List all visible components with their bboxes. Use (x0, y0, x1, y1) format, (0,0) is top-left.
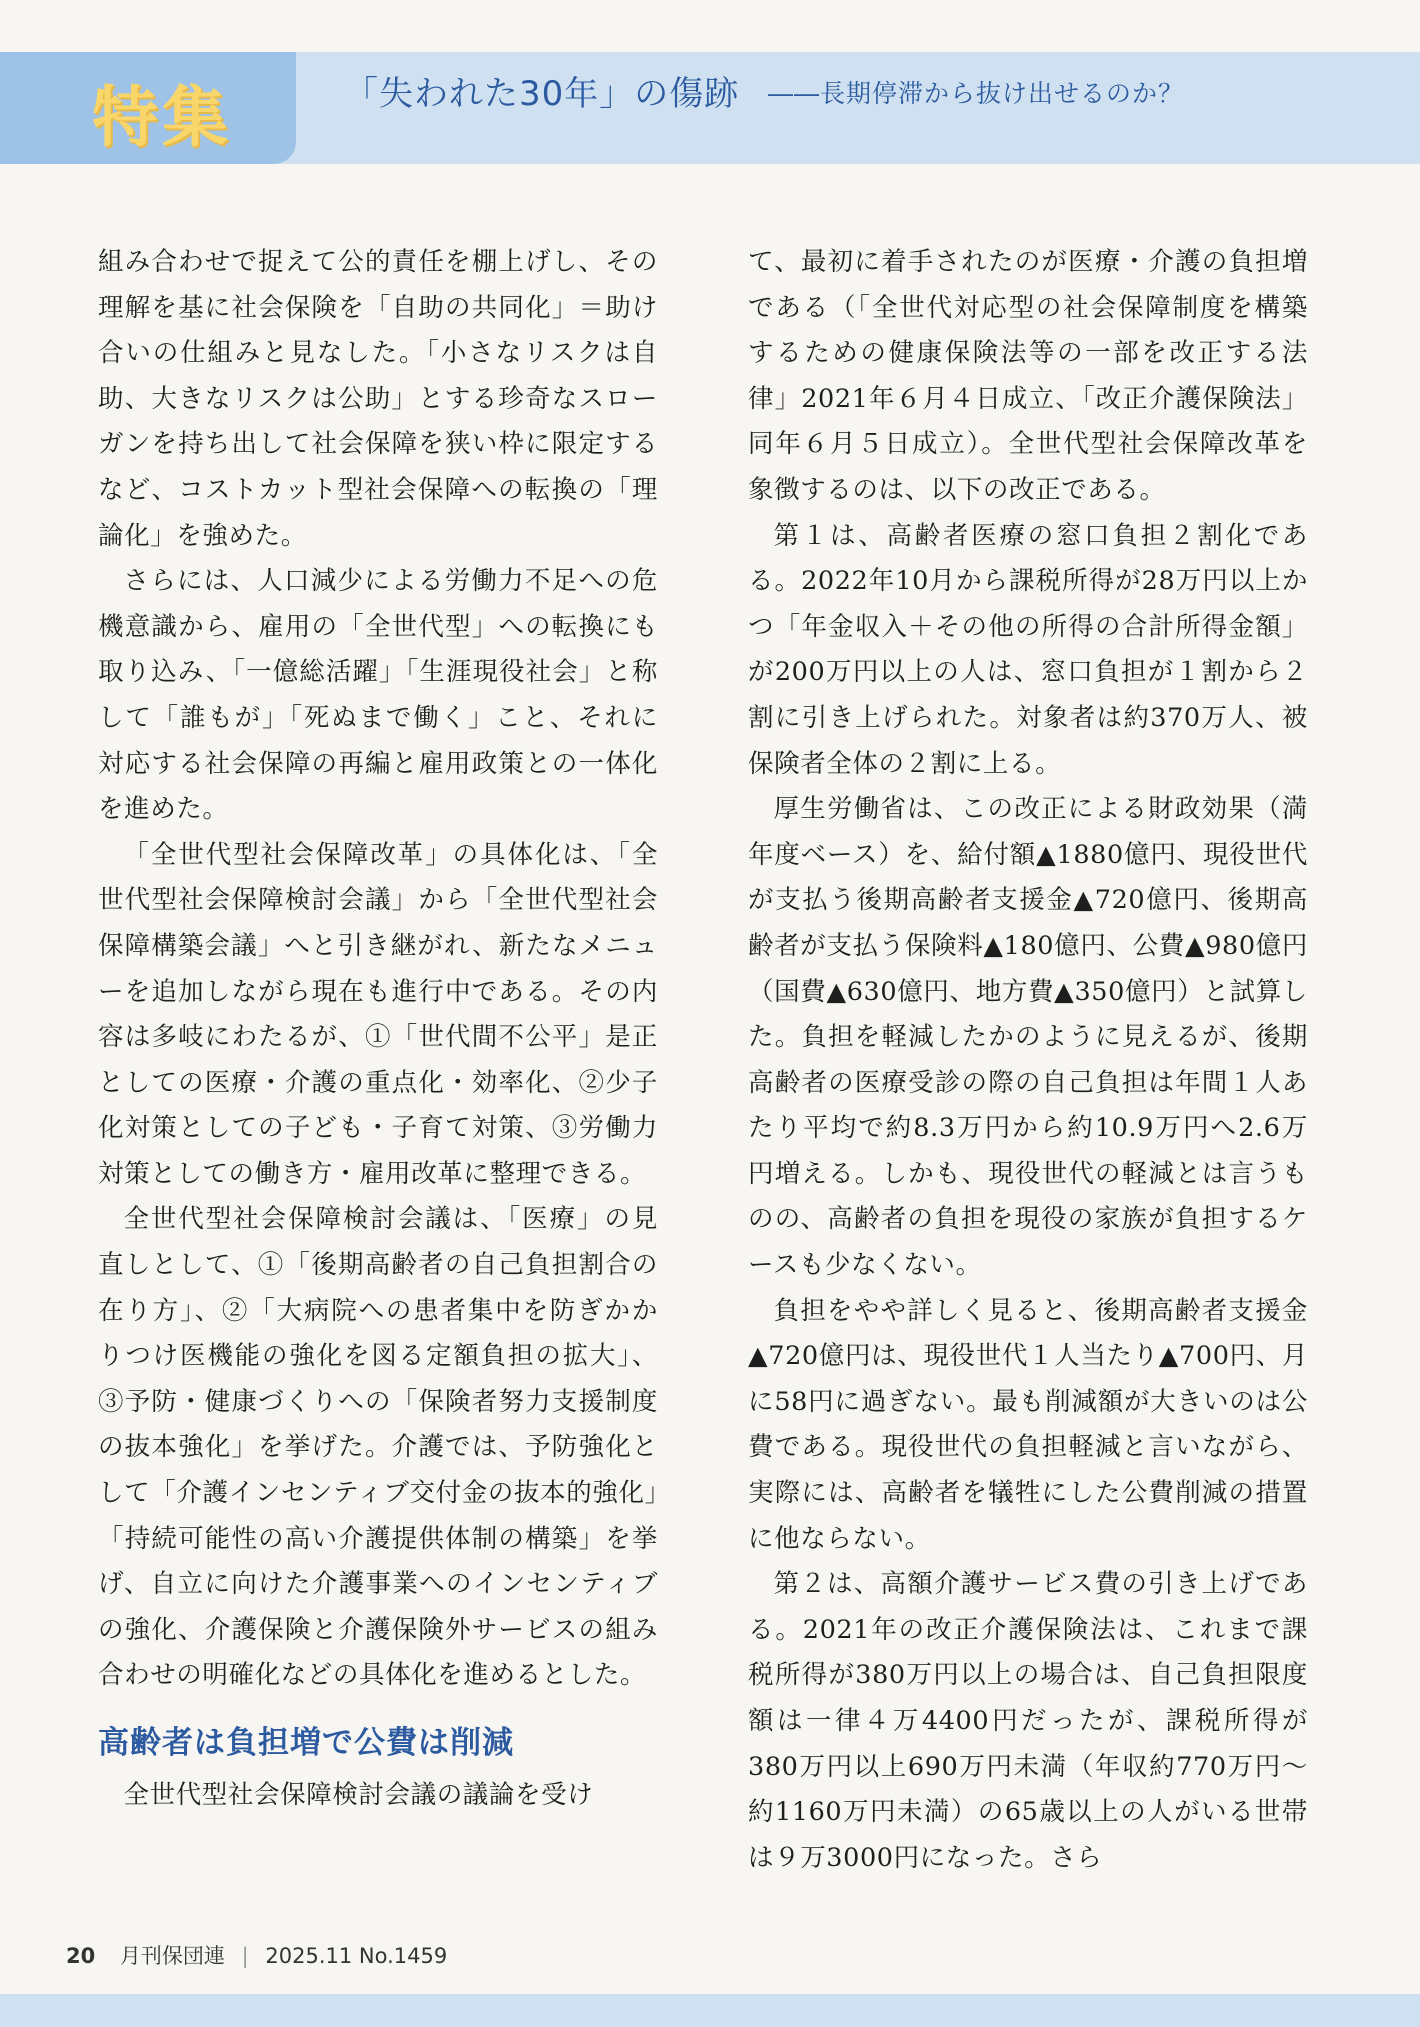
left-paragraph-4: 全世代型社会保障検討会議は、「医療」の見直しとして、①「後期高齢者の自己負担割合の在り方」、②「大病院への患者集中を防ぎかかりつけ医機能の強化を図る定額負担の拡大」、③予防・健康づくりへの「保険者努力支援制度の抜本強化」を挙げた。介護では、予防強化として「介護インセンティブ交付金の抜本的強化」「持続可能性の高い介護提供体制の構築」を挙げ、自立に向けた介護事業へのインセンティブの強化、介護保険と介護保険外サービスの組み合わせの明確化などの具体化を進めるとした。 (98, 1204, 658, 1691)
header-title: 「失われた30年」の傷跡 (344, 74, 740, 114)
right-paragraph-3: 厚生労働省は、この改正による財政効果（満年度ベース）を、給付額▲1880億円、現役世代が支払う後期高齢者支援金▲720億円、後期高齢者が支払う保険料▲180億円、公費▲980億円（国費▲630億円、地方費▲350億円）と試算した。負担を軽減したかのように見えるが、後期高齢者の医療受診の際の自己負担は年間１人あたり平均で約8.3万円から約10.9万円へ2.6万円増える。しかも、現役世代の軽減とは言うものの、高齢者の負担を現役の家族が負担するケースも少なくない。 (748, 794, 1308, 1281)
left-column (98, 240, 658, 1819)
left-paragraph-5: 全世代型社会保障検討会議の議論を受け (123, 1780, 594, 1810)
header-subtitle: ――長期停滞から抜け出せるのか？ (768, 79, 1185, 108)
left-paragraph-1: 組み合わせで捉えて公的責任を棚上げし、その理解を基に社会保険を「自助の共同化」＝助け合いの仕組みと見なした。「小さなリスクは自助、大きなリスクは公助」とする珍奇なスローガンを持ち出して社会保障を狭い枠に限定するなど、コストカット型社会保障への転換の「理論化」を強めた。 (98, 247, 658, 551)
page-number: 20 (66, 1944, 96, 1968)
footer-divider: | (241, 1944, 249, 1968)
right-paragraph-4: 負担をやや詳しく見ると、後期高齢者支援金▲720億円は、現役世代１人当たり▲700円、月に58円に過ぎない。最も削減額が大きいのは公費である。現役世代の負担軽減と言いながら、実際には、高齢者を犠牲にした公費削減の措置に他ならない。 (748, 1295, 1308, 1554)
footer-band (0, 1994, 1420, 2027)
right-paragraph-5: 第２は、高額介護サービス費の引き上げである。2021年の改正介護保険法は、これまで課税所得が380万円以上の場合は、自己負担限度額は一律４万4400円だったが、課税所得が380万円以上690万円未満（年収約770万円～約1160万円未満）の65歳以上の人がいる世帯は９万3000円になった。さら (748, 1569, 1308, 1873)
section-heading: 高齢者は負担増で公費は削減 (98, 1725, 514, 1761)
right-column (748, 240, 1308, 1881)
feature-label: 特集 (92, 79, 232, 156)
right-paragraph-2: 第１は、高齢者医療の窓口負担２割化である。2022年10月から課税所得が28万円以上かつ「年金収入＋その他の所得の合計所得金額」が200万円以上の人は、窓口負担が１割から２割に引き上げられた。対象者は約370万人、被保険者全体の２割に上る。 (748, 520, 1308, 779)
footer (66, 1940, 447, 1970)
issue-number: 2025.11 No.1459 (265, 1944, 448, 1968)
left-paragraph-3: 「全世代型社会保障改革」の具体化は、「全世代型社会保障検討会議」から「全世代型社会保障構築会議」へと引き継がれ、新たなメニューを追加しながら現在も進行中である。その内容は多岐にわたるが、①「世代間不公平」是正としての医療・介護の重点化・効率化、②少子化対策としての子ども・子育て対策、③労働力対策としての働き方・雇用改革に整理できる。 (98, 839, 658, 1189)
publication-name: 月刊保団連 (119, 1944, 225, 1968)
left-paragraph-2: さらには、人口減少による労働力不足への危機意識から、雇用の「全世代型」への転換にも取り込み、「一億総活躍」「生涯現役社会」と称して「誰もが」「死ぬまで働く」こと、それに対応する社会保障の再編と雇用政策との一体化を進めた。 (98, 566, 658, 825)
right-paragraph-1: て、最初に着手されたのが医療・介護の負担増である（「全世代対応型の社会保障制度を構築するための健康保険法等の一部を改正する法律」2021年６月４日成立、「改正介護保険法」同年６月５日成立）。全世代型社会保障改革を象徴するのは、以下の改正である。 (748, 247, 1308, 505)
